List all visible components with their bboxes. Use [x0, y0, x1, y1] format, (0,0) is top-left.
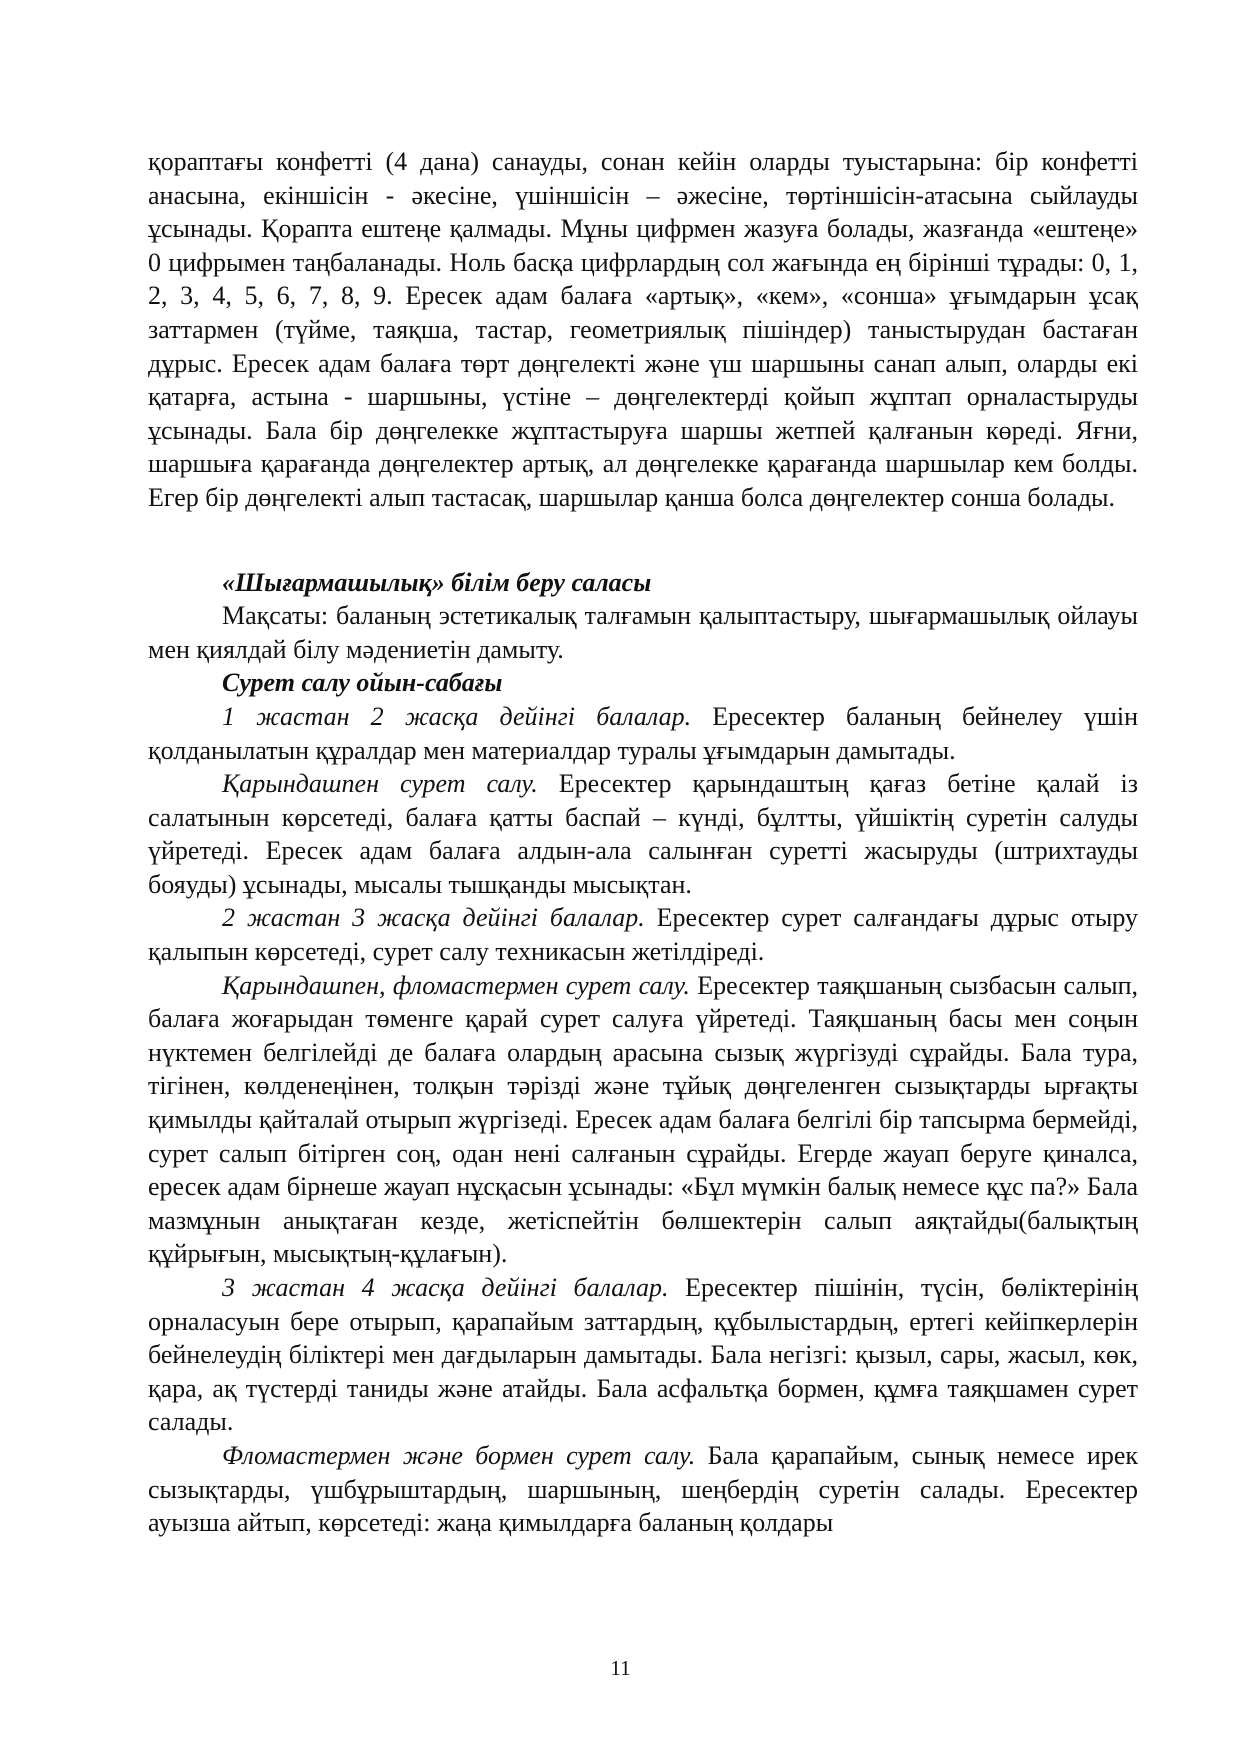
paragraph-confetti: қораптағы конфетті (4 дана) санауды, сонан кейін оларды туыстарына: бір конфетті анасына, екіншісін - әкесіне, үшіншісін – әжесіне, төртіншісін-атасына сыйлауды ұсынады. Қорапта ештеңе қалмады. Мұны цифрмен жазуға болады, жазғанда «ештеңе» 0 цифрымен таңбаланады. Ноль басқа цифрлардың сол жағында ең бірінші тұрады: 0, 1, 2, 3, 4, 5, 6, 7, 8, 9. Ересек адам балаға «артық», «кем», «сонша» ұғымдарын ұсақ заттармен (түйме, таяқша, тастар, геометриялық пішіндер) таныстырудан бастаған дұрыс. Ересек адам балаға төрт дөңгелекті және үш шаршыны санап алып, оларды екі қатарға, астына - шаршыны, үстіне – дөңгелектерді қойып жұптап орналастыруды ұсынады. Бала бір дөңгелекке жұптастыруға шаршы жетпей қалғанын көреді. Яғни, шаршыға қарағанда дөңгелектер артық, ал дөңгелекке қарағанда шаршылар кем болды. Егер бір дөңгелекті алып тастасақ, шаршылар қанша болса дөңгелектер сонша болады.: [148, 147, 1138, 512]
paragraph-age-3-4: [148, 1271, 1138, 1439]
paragraph-text: Ересектер баланың бейнелеу үшін қолданылатын құралдар мен материалдар туралы ұғымдарын дамытады.: [148, 701, 1138, 765]
activity-label: Қарындашпен, фломастермен сурет салу.: [222, 970, 690, 1000]
paragraph-text: Ересектер қарындаштың қағаз бетіне қалай із салатынын көрсетеді, балаға қатты баспай – күнді, бұлтты, үйшіктің суретін салуды үйретеді. Ересек адам балаға алдын-ала салынған суретті жасыруды (штрихтауды бояуды) ұсынады, мысалы тышқанды мысықтан.: [148, 769, 1138, 899]
age-group-label: 3 жастан 4 жасқа дейінгі балалар.: [222, 1273, 669, 1302]
age-group-label: 1 жастан 2 жасқа дейінгі балалар.: [222, 701, 692, 731]
subsection-heading-drawing: Сурет салу ойын-сабағы: [222, 668, 503, 698]
paragraph-pencil-drawing: [148, 767, 1138, 901]
paragraph-pencil-marker-drawing: [148, 969, 1138, 1271]
age-group-label: 2 жастан 3 жасқа дейінгі балалар.: [222, 903, 645, 933]
section-heading-creativity: «Шығармашылық» білім беру саласы: [222, 567, 652, 597]
paragraph-text: Ересектер таяқшаның сызбасын салып, балаға жоғарыдан төменге қарай сурет салуға үйретеді. Таяқшаның басы мен соңын нүктемен белгілейді де балаға олардың арасына сызық жүргізуді сұрайды. Бала тура, тігінен, көлденеңінен, толқын тәрізді және тұйық дөңгеленген сызықтарды ырғақты қимылды қайталай отырып жүргізеді. Ересек адам балаға белгілі бір тапсырма бермейді, сурет салып бітірген соң, одан нені салғанын сұрайды. Егерде жауап беруге қиналса, ересек адам бірнеше жауап нұсқасын ұсынады: «Бұл мүмкін балық немесе құс па?» Бала мазмұнын анықтаған кезде, жетіспейтін бөлшектерін салып аяқтайды(балықтың құйрығын, мысықтың-құлағын).: [148, 970, 1138, 1269]
page-number: 11: [610, 1656, 631, 1680]
paragraph-text: Бала қарапайым, сынық немесе ирек сызықтарды, үшбұрыштардың, шаршының, шеңбердің суретін салады. Ересектер ауызша айтып, көрсетеді: жаңа қимылдарға баланың қолдары: [148, 1440, 1138, 1538]
paragraph-goal: Мақсаты: баланың эстетикалық талғамын қалыптастыру, шығармашылық ойлауы мен қиялдай білу мәдениетін дамыту.: [148, 601, 1138, 664]
activity-label: Фломастермен және бормен сурет салу.: [222, 1440, 696, 1470]
paragraph-age-1-2: [148, 700, 1138, 767]
paragraph-age-2-3: [148, 901, 1138, 968]
activity-label: Қарындашпен сурет салу.: [222, 769, 538, 799]
document-body: [148, 145, 1138, 1540]
paragraph-text: Ересектер сурет салғандағы дұрыс отыру қалыпын көрсетеді, сурет салу техникасын жетілдіреді.: [148, 903, 1138, 967]
section-spacer: [148, 515, 1138, 566]
paragraph-marker-chalk-drawing: [148, 1439, 1138, 1540]
paragraph-text: Ересектер пішінін, түсін, бөліктерінің орналасуын бере отырып, қарапайым заттардың, құбылыстардың, ертегі кейіпкерлерін бейнелеудің біліктері мен дағдыларын дамытады. Бала негізгі: қызыл, сары, жасыл, көк, қара, ақ түстерді таниды және атайды. Бала асфальтқа бормен, құмға таяқшамен сурет салады.: [148, 1273, 1138, 1437]
